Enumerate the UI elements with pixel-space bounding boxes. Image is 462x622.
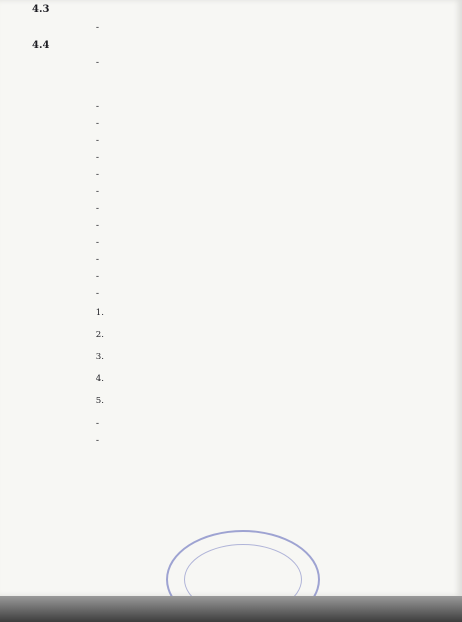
reference-code (118, 395, 182, 407)
bullet-marker: - (95, 435, 99, 447)
reference-item (26, 373, 446, 385)
list-item-text (111, 134, 446, 148)
bullet-marker: - (95, 203, 99, 215)
list-item (26, 219, 446, 233)
list-item (26, 253, 446, 267)
bullet-marker: - (95, 57, 99, 69)
section-4-3-header (26, 3, 446, 17)
list-item-text (111, 117, 446, 131)
reference-list (26, 307, 446, 407)
list-item (26, 417, 446, 431)
list-item-text (111, 219, 446, 233)
list-item (26, 21, 446, 35)
list-item (26, 270, 446, 284)
bullet-marker: - (95, 169, 99, 181)
reference-title (182, 373, 446, 385)
section-title (87, 3, 446, 17)
reference-code (118, 329, 182, 341)
list-item-text (111, 253, 446, 267)
reference-item (26, 351, 446, 363)
list-item (26, 100, 446, 114)
bullet-marker: - (95, 288, 99, 300)
list-item-text (111, 236, 446, 250)
bullet-marker: - (95, 118, 99, 130)
reference-number: 2. (95, 330, 104, 341)
list-item (26, 434, 446, 448)
reference-title (182, 351, 446, 363)
list-item (26, 236, 446, 250)
section-number: 4.4 (32, 39, 50, 51)
list-item (26, 151, 446, 165)
list-item-text (111, 185, 446, 199)
list-item-text (111, 21, 446, 35)
reference-code (118, 373, 182, 385)
bullet-marker: - (95, 418, 99, 430)
reference-code (118, 351, 182, 363)
list-item (26, 56, 446, 70)
bullet-marker: - (95, 237, 99, 249)
section-5-heading (88, 78, 446, 93)
list-item-text (111, 56, 446, 70)
reference-item (26, 307, 446, 319)
reference-number: 4. (95, 374, 104, 385)
bullet-marker: - (95, 220, 99, 232)
section-5-list (26, 100, 446, 301)
list-item-text (111, 100, 446, 114)
reference-number: 3. (95, 352, 104, 363)
bullet-marker: - (95, 254, 99, 266)
bullet-marker: - (95, 271, 99, 283)
list-item-text (111, 202, 446, 216)
list-item-text (111, 417, 446, 431)
list-item (26, 168, 446, 182)
list-item (26, 287, 446, 301)
page-text (26, 3, 446, 451)
reference-title (182, 329, 446, 341)
bullet-marker: - (95, 186, 99, 198)
list-item-text (111, 168, 446, 182)
bullet-marker: - (95, 101, 99, 113)
list-item-text (111, 151, 446, 165)
section-title (87, 39, 446, 53)
scanner-bottom-edge (0, 596, 462, 622)
list-item (26, 134, 446, 148)
bullet-marker: - (95, 135, 99, 147)
reference-number: 1. (95, 308, 104, 319)
reference-title (182, 395, 446, 407)
list-item-text (111, 270, 446, 284)
reference-number: 5. (95, 396, 104, 407)
reference-code (118, 307, 182, 319)
list-item-text (111, 434, 446, 448)
section-4-4-header (26, 39, 446, 53)
reference-item (26, 329, 446, 341)
official-stamp (166, 530, 320, 596)
list-item-text (111, 287, 446, 301)
reference-title (182, 307, 446, 319)
list-item (26, 117, 446, 131)
reference-item (26, 395, 446, 407)
bullet-marker: - (95, 21, 99, 33)
list-item (26, 185, 446, 199)
section-number: 4.3 (32, 4, 50, 15)
bullet-marker: - (95, 152, 99, 164)
list-item (26, 202, 446, 216)
